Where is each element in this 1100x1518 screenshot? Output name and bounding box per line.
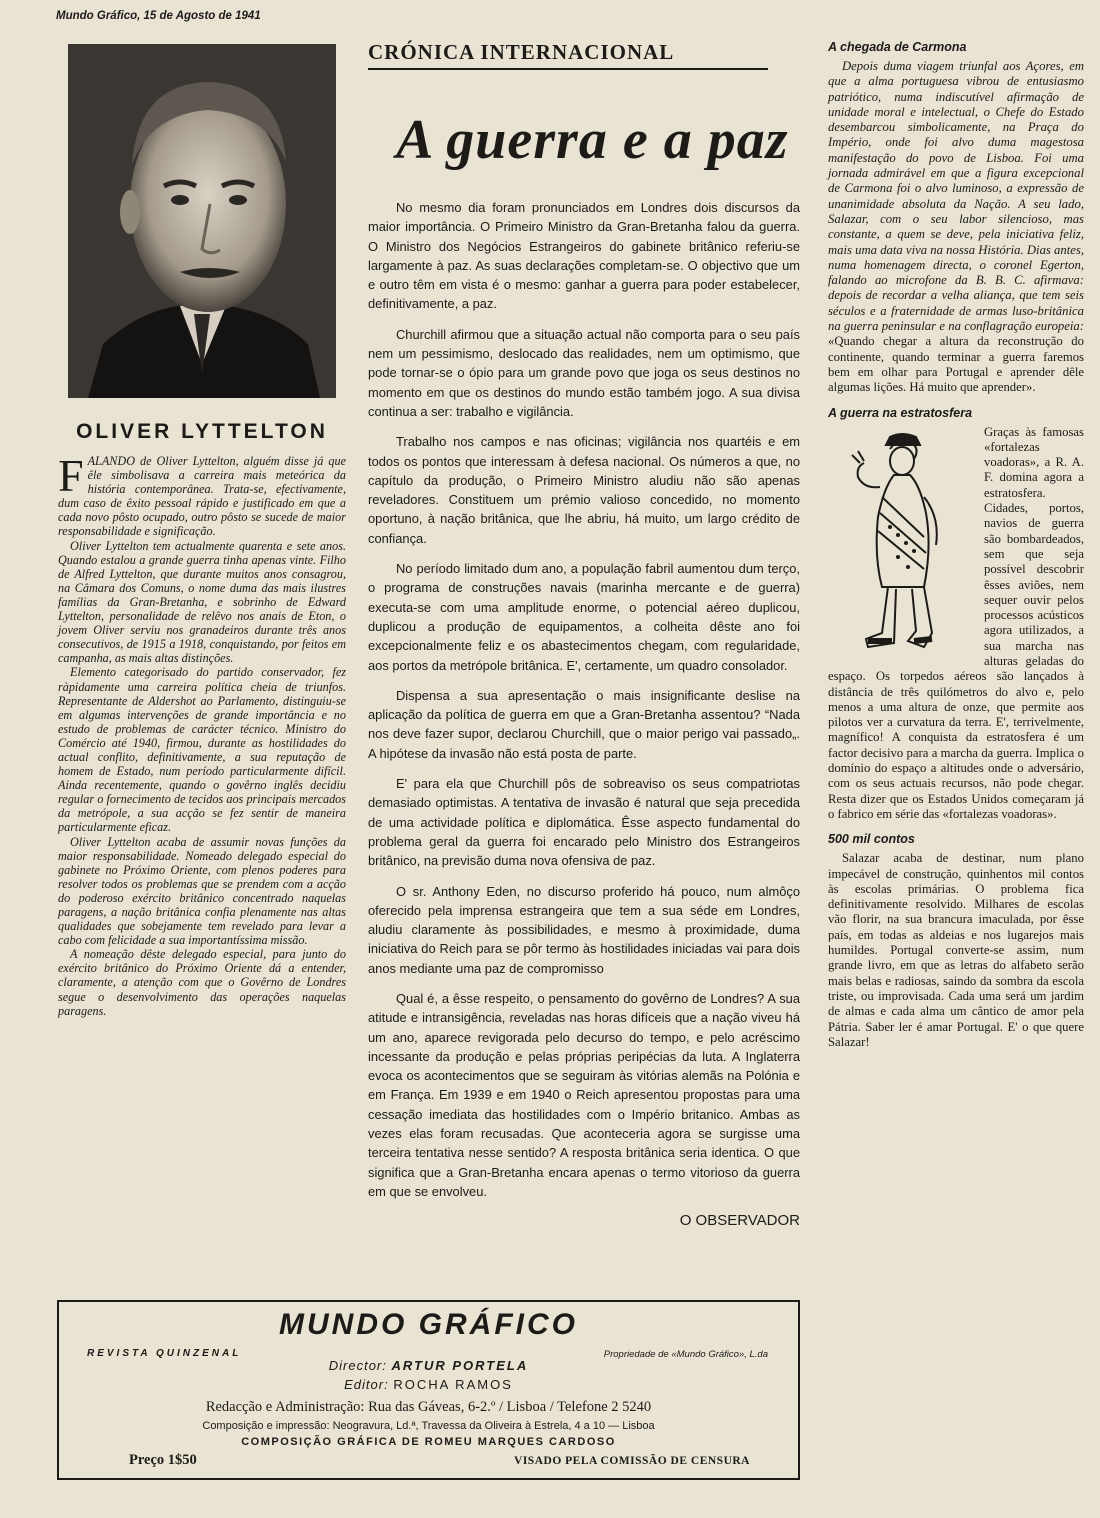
masthead-censor: VISADO PELA COMISSÃO DE CENSURA — [514, 1455, 750, 1467]
person-name: OLIVER LYTTELTON — [76, 420, 328, 443]
bio-paragraph — [58, 450, 346, 539]
masthead-box — [57, 1300, 800, 1480]
section-title: CRÓNICA INTERNACIONAL — [368, 40, 675, 64]
running-head: Mundo Gráfico, 15 de Agosto de 1941 — [56, 10, 261, 22]
left-column — [58, 44, 346, 1018]
contos-paragraph: Salazar acaba de destinar, num plano impecável de construção, quinhentos mil contos às escolas primárias. O problema fica definitivamente resolvido. Milhares de escolas vão florir, na sua brancura imaculada, por êsse país, em todas as aldeias e nos lugarejos mais humildes. Portugal converte-se assim, num grande livro, em que as letras do alfabeto serão mais belas e radiosas, saindo da sombra da escola triste, ou improvisada. Cada uma será um jardim de almas e cada alma um cântico de amor pela Pátria. Saber ler é amar Portugal. E' o que quere Salazar! — [828, 851, 1084, 1049]
masthead-title: MUNDO GRÁFICO — [279, 1308, 578, 1341]
subhead-carmona: A chegada de Carmona — [828, 40, 967, 54]
bio-paragraph: Oliver Lyttelton acaba de assumir novas funções da maior responsabilidade. Nomeado delegado especial do gabinete no Próximo Oriente, com plenos poderes para resolver todos os problemas que se prendem com a acção do poderoso exército britânico concentrado naquelas paragens, a nação britânica confia plenamente nas altas qualidades que sobejamente tem revelado para levar a cabo com felicidade a sua importantíssima missão. — [58, 834, 346, 948]
masthead-price: Preço 1$50 — [129, 1452, 197, 1468]
article-paragraph: E' para ela que Churchill pôs de sobreaviso os seus compatriotas demasiado optimistas. A tentativa de invasão é natural que seja precedida de uma actividade política e diplomática. Êsse aspecto fundamental do problema geral da guerra foi encarado pelo Ministro dos Estrangeiros britânico, na previsão duma nova ofensiva de paz. — [368, 776, 800, 869]
article-paragraph: Qual é, a êsse respeito, o pensamento do govêrno de Londres? A sua atitude e intransigência, reveladas nas horas difíceis que a nação viveu há um ano, aparece revigorada pelo decurso do tempo, e pelo acréscimo incessante da produção e pelas próprias peripécias da luta. A Inglaterra evoca os acontecimentos que se seguiram às vitórias alemãs na Polónia e em França. Em 1939 e em 1940 o Reich apresentou propostas para uma cessação imediata das hostilidades com o Império britanico. Ambas as vezes elas foram recusadas. Que aconteceria agora se surgisse uma terceira tentativa nesse sentido? A resposta britânica seria identica. O que significa que a Gran-Bretanha encara apenas o termo vitorioso da guerra em que se envolveu. — [368, 990, 800, 1199]
subhead-contos: 500 mil contos — [828, 832, 915, 847]
article-paragraph: Dispensa a sua apresentação o mais insignificante deslise na aplicação da política de guerra em que a Gran-Bretanha assentou? “Nada nos deve fazer supor, declarou Churchill, que o maior perigo vai passado„. A hipótese da invasão não está posta de parte. — [368, 687, 800, 761]
bio-text — [58, 450, 346, 1018]
editor-label: Editor: — [344, 1377, 389, 1392]
article-body — [368, 198, 800, 1201]
carmona-text: Depois duma viagem triunfal aos Açores, em que a alma portuguesa vibrou de entusiasmo patriótico, numa indiscutível afirmação de unidade moral e intelectual, o Chefe do Estado desembarcou simbolicamente, na Praça do Império, onde foi alvo duma magestosa manifestação do povo de Lisboa. Foi uma jornada admirável em que a figura excepcional de Carmona foi o alvo luminoso, a expressão de unanimidade absoluta da Nação. A seu lado, Salazar, com o seu labor silencioso, mas constante, a quem se deve, pela iniciativa feliz, mais uma data viva na nossa História. Dias antes, numa homenagem directa, o coronel Egerton, falando ao microfone da B. B. C. afirmava: depois de recordar a velha aliança, que tem seis séculos e a fraternidade de armas luso-britânica na guerra peninsular e na conflagração europeia: — [828, 59, 1084, 334]
article-paragraph: Churchill afirmou que a situação actual não comporta para o seu país nem um pessimismo, deslocado das realidades, nem um optimismo, que pode tornar-se o ópio para um grande povo que joga os seus destinos no momento em que os destinos do mundo estão também jogo. A sua divisa continua a ser: trabalho e vigilância. — [368, 326, 800, 419]
bio-paragraph: Elemento categorisado do partido conservador, fez ràpidamente uma carreira política cheia de triunfos. Representante de Aldershot ao Parlamento, distinguiu-se em algumas intervenções de grande importância e no estudo de problemas de carácter técnico. Ministro do Comércio até 1940, firmou, durante as hostilidades do actual conflito, definitivamente, a sua reputação de homem de Estado, num período particularmente difícil. Ainda recentemente, quando o govêrno inglês decidiu regular o fornecimento de tecidos aos principais mercados da metrópole, a sua acção se fez sentir de maneira particularmente eficaz. — [58, 665, 346, 835]
title-rule — [368, 68, 768, 70]
portrait-photo — [68, 44, 336, 398]
bio-paragraph: Oliver Lyttelton tem actualmente quarenta e sete anos. Quando estalou a grande guerra tinha apenas vinte. Filho de Alfred Lyttelton, que durante muitos anos consagrou, na Câmara dos Comuns, o nome duma das mais ilustres famílias da Gran-Bretanha, e sobrinho de Edward Lyttelton, personalidade de relêvo nos anais de Eton, o jovem Oliver serviu nos granadeiros durante três anos consecutivos, de 1915 a 1918, conquistando, por feitos em campanha, as mais altas distinções. — [58, 538, 346, 666]
article-paragraph: No mesmo dia foram pronunciados em Londres dois discursos da maior importância. O Primeiro Ministro da Gran-Bretanha falou da guerra. O Ministro dos Negócios Estrangeiros do gabinete britânico referiu-se largamente à paz. As suas declarações completam-se. O objectivo que um e outro têm em vista é o mesmo: ganhar a guerra para poder estabelecer, definitivamente, a paz. — [368, 200, 800, 312]
article-paragraph: O sr. Anthony Eden, no discurso proferido há pouco, num almôço oferecido pela imprensa estrangeira que tem a sua séde em Londres, aludiu claramente às possibilidades, e mesmo à proximidade, duma iniciativa do Reich para se pôr termo às hostilidades iniciadas vai para dois anos mediante uma paz de compromisso — [368, 883, 800, 976]
editor-name: ROCHA RAMOS — [393, 1377, 513, 1392]
carmona-quote: «Quando chegar a altura da reconstrução do continente, quando terminar a guerra faremos bem em olhar para Portugal e aprender dêle algumas lições. Há muito que aprender». — [828, 334, 1084, 395]
bio-paragraph: A nomeação dêste delegado especial, para junto do exército britânico do Próximo Oriente dá a entender, claramente, a atenção com que o Govêrno de Londres segue o desenvolvimento das operações naquelas paragens. — [58, 947, 346, 1018]
bio-lead: ALANDO de Oliver Lyttelton, alguém disse já que êle simbolisava a carreira mais meteórica da história contemporânea. Trata-se, efectivamente, dum caso de êxito pessoal rápido e justificado em que a cada novo pôsto ocupado, outro pôsto se sucede de maior responsabilidade e significação. — [58, 454, 346, 539]
soldier-cartoon — [828, 427, 978, 655]
masthead-editor — [59, 1377, 798, 1392]
masthead-director — [59, 1358, 798, 1373]
masthead-property: Propriedade de «Mundo Gráfico», L.da — [603, 1349, 768, 1360]
article-headline: A guerra e a paz — [396, 109, 789, 171]
article-paragraph: No período limitado dum ano, a população fabril aumentou dum terço, o programa de construções navais (marinha mercante e de guerra) executa-se com uma amplitude enorme, o potencial aéreo duplicou, duplicou a produção de equipamentos, a colheita dêste ano foi excepcionalmente feliz e os abastecimentos chegam, com regularidade, aos portos da metrópole britânica. E', certamente, um quadro consolador. — [368, 561, 800, 673]
middle-column — [368, 40, 800, 1229]
drop-cap: F — [58, 450, 84, 501]
carmona-paragraph — [828, 59, 1084, 396]
article-signature: O OBSERVADOR — [679, 1212, 800, 1230]
article-paragraph: Trabalho nos campos e nas oficinas; vigilância nos quartéis e em todos os pontos que interessam à defesa nacional. Os números a que, no capítulo da produção, o Primeiro Ministro aludiu não são apenas reveladores. Constituem um prémio valioso concedido, no momento oportuno, à nação britânica, que lhe abriu, há muito, um largo crédito de confiança. — [368, 434, 800, 546]
masthead-address: Redacção e Administração: Rua das Gáveas, 6-2.º / Lisboa / Telefone 2 5240 — [205, 1399, 652, 1415]
masthead-printing: Composição e impressão: Neogravura, Ld.ª, Travessa da Oliveira à Estrela, 4 a 10 — Lisboa — [202, 1420, 655, 1432]
director-label: Director: — [328, 1358, 387, 1373]
right-column — [828, 40, 1084, 1050]
masthead-subtitle: REVISTA QUINZENAL — [87, 1348, 242, 1359]
masthead-composition: COMPOSIÇÃO GRÁFICA DE ROMEU MARQUES CARDOSO — [241, 1436, 616, 1448]
subhead-stratosphere: A guerra na estratosfera — [828, 405, 973, 420]
director-name: ARTUR PORTELA — [391, 1358, 529, 1373]
stratosphere-paragraph: Graças às famosas «fortalezas voadoras», a R. A. F. domina agora a estratosfera. Cidades, portos, navios de guerra são bombardeados, sem que seja possível descobrir êsses aviões, nem sequer ouvir pelos processos acústicos agora utilizados, a sua marcha nas alturas geladas do espaço. Os torpedos aéreos são lançados à distância de três quilómetros do alvo e, pelo menos a uma altura de onze, que permite aos pilotos ver a curvatura da terra. E', terrivelmente, magnífico! A conquista da estratosfera é um factor decisivo para a marcha da guerra. Implica o domínio do espaço a altitudes onde o adversário, com os seus actuais recursos, não pode chegar. Resta dizer que os Estados Unidos começaram já o fabrico em série das «fortalezas voadoras». — [828, 424, 1084, 821]
